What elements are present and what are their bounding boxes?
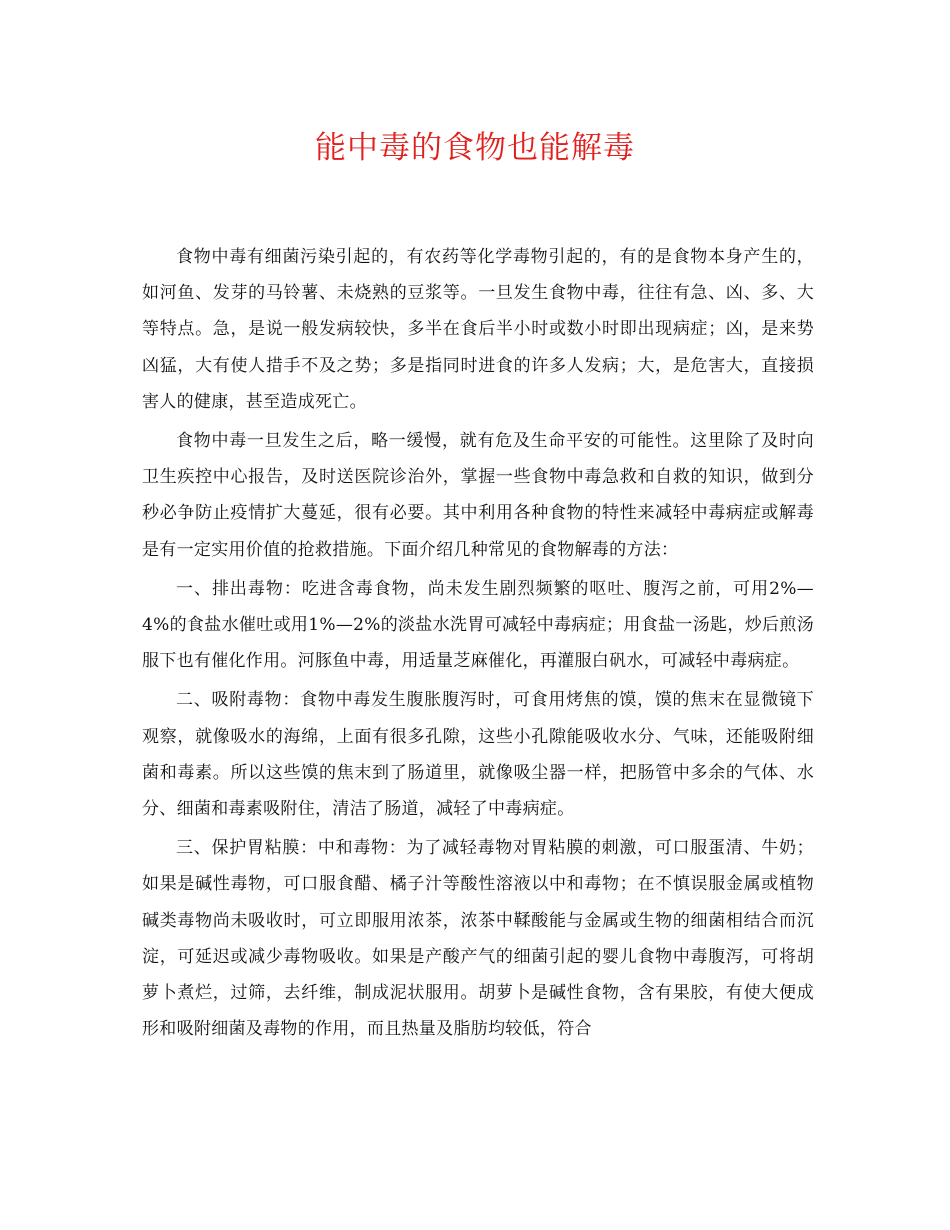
paragraph-protect-stomach: 三、保护胃粘膜：中和毒物：为了减轻毒物对胃粘膜的刺激，可口服蛋清、牛奶；如果是碱性毒物，可口服食醋、橘子汁等酸性溶液以中和毒物；在不慎误服金属或植物碱类毒物尚未吸收时，可立即服用浓茶，浓茶中鞣酸能与金属或生物的细菌相结合而沉淀，可延迟或减少毒物吸收。如果是产酸产气的细菌引起的婴儿食物中毒腹泻，可将胡萝卜煮烂，过筛，去纤维，制成泥状服用。胡萝卜是碱性食物，含有果胶，有使大便成形和吸附细菌及毒物的作用，而且热量及脂肪均较低，符合 [142, 838, 814, 1040]
paragraph-emergency: 食物中毒一旦发生之后，略一缓慢，就有危及生命平安的可能性。这里除了及时向卫生疾控中心报告，及时送医院诊治外，掌握一些食物中毒急救和自救的知识，做到分秒必争防止疫情扩大蔓延，很有必要。其中利用各种食物的特性来减轻中毒病症或解毒是有一定实用价值的抢救措施。下面介绍几种常见的食物解毒的方法： [142, 431, 814, 560]
paragraph-expel-toxins: 一、排出毒物：吃进含毒食物，尚未发生剧烈频繁的呕吐、腹泻之前，可用2%—4%的食盐水催吐或用1%—2%的淡盐水洗胃可减轻中毒病症；用食盐一汤匙，炒后煎汤服下也有催化作用。河豚鱼中毒，用适量芝麻催化，再灌服白矾水，可减轻中毒病症。 [142, 578, 814, 672]
paragraph-adsorb-toxins: 二、吸附毒物：食物中毒发生腹胀腹泻时，可食用烤焦的馍，馍的焦末在显微镜下观察，就像吸水的海绵，上面有很多孔隙，这些小孔隙能吸收水分、气味，还能吸附细菌和毒素。所以这些馍的焦末到了肠道里，就像吸尘器一样，把肠管中多余的气体、水分、细菌和毒素吸附住，清洁了肠道，减轻了中毒病症。 [142, 690, 814, 820]
paragraph-intro: 食物中毒有细菌污染引起的，有农药等化学毒物引起的，有的是食物本身产生的，如河鱼、发芽的马铃薯、未烧熟的豆浆等。一旦发生食物中毒，往往有急、凶、多、大等特点。急，是说一般发病较快，多半在食后半小时或数小时即出现病症；凶，是来势凶猛，大有使人措手不及之势；多是指同时进食的许多人发病；大，是危害大，直接损害人的健康，甚至造成死亡。 [142, 247, 814, 412]
document-body [142, 239, 814, 1050]
document-title: 能中毒的食物也能解毒 [315, 130, 635, 166]
